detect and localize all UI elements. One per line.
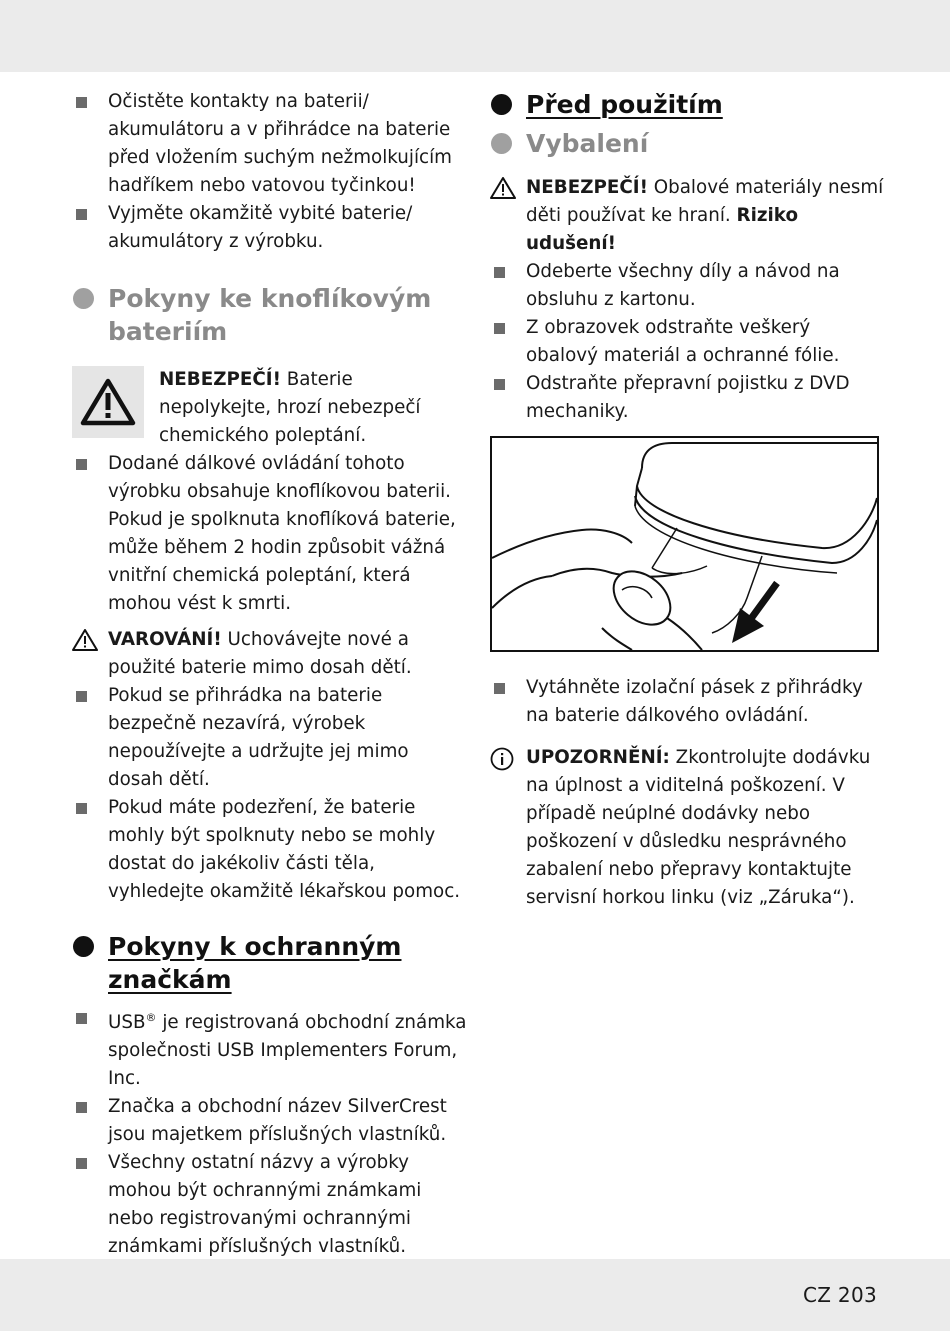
warning-triangle-icon	[72, 366, 144, 438]
warning-text: Uchovávejte nové a použité baterie mimo dosah dětí.	[108, 629, 412, 678]
list-item-text: Pokud se přihrádka na baterie bezpečně nezavírá, výrobek nepoužívejte a udržujte jej mimo dosah dětí.	[108, 685, 409, 790]
heading-text: Před použitím	[526, 90, 723, 119]
notice-block	[490, 744, 885, 912]
section-heading-trademarks	[72, 930, 467, 996]
list-item-text: Značka a obchodní název SilverCrest jsou majetkem příslušných vlastníků.	[108, 1096, 447, 1146]
left-column	[72, 88, 467, 1261]
list-item-text: Odstraňte přepravní pojistku z DVD mechaniky.	[526, 373, 850, 422]
square-bullet-icon	[76, 1158, 87, 1169]
list-item	[72, 682, 467, 794]
square-bullet-icon	[76, 97, 87, 108]
list-item	[490, 674, 885, 730]
list-item-text: Vyjměte okamžitě vybité baterie/ akumulátory z výrobku.	[108, 203, 413, 252]
heading-line: bateriím	[108, 317, 228, 346]
heading-text: Vybalení	[526, 129, 649, 158]
header-band	[0, 0, 950, 72]
warning-note	[72, 626, 467, 682]
square-bullet-icon	[494, 379, 505, 390]
list-item-text: je registrovaná obchodní známka společnosti USB Implementers Forum, Inc.	[108, 1012, 467, 1090]
right-column	[490, 88, 885, 912]
danger-label: NEBEZPEČÍ!	[159, 369, 281, 390]
square-bullet-icon	[76, 1102, 87, 1113]
list-item	[490, 314, 885, 370]
danger-bold-tail: Riziko udušení!	[526, 205, 799, 254]
section-heading-button-batteries	[72, 282, 467, 348]
registered-mark: ®	[145, 1011, 157, 1024]
danger-note	[490, 174, 885, 258]
warning-triangle-icon	[490, 176, 516, 200]
list-item-text: Odeberte všechny díly a návod na obsluhu z kartonu.	[526, 261, 840, 310]
square-bullet-icon	[76, 803, 87, 814]
danger-block	[72, 366, 467, 450]
section-heading-before-use	[490, 88, 885, 121]
page-number: CZ 203	[803, 1283, 877, 1307]
list-item-text: Dodané dálkové ovládání tohoto výrobku obsahuje knoflíkovou baterii. Pokud je spolknuta knoflíková baterie, může během 2 hodin způsobit vážná vnitřní chemická poleptání, která mohou vést k smrti.	[108, 453, 456, 614]
list-item-text: Očistěte kontakty na baterii/ akumulátoru a v přihrádce na baterie před vložením suchým nežmolkujícím hadříkem nebo vatovou tyčinkou!	[108, 91, 452, 196]
square-bullet-icon	[76, 1013, 87, 1024]
list-item-text: Vytáhněte izolační pásek z přihrádky na baterie dálkového ovládání.	[526, 677, 863, 726]
square-bullet-icon	[494, 683, 505, 694]
square-bullet-icon	[76, 691, 87, 702]
list-item-text: USB	[108, 1012, 146, 1034]
square-bullet-icon	[494, 267, 505, 278]
square-bullet-icon	[76, 459, 87, 470]
list-item	[72, 1004, 467, 1093]
list-item	[490, 258, 885, 314]
section-heading-unpacking	[490, 127, 885, 160]
list-item	[490, 370, 885, 426]
square-bullet-icon	[494, 323, 505, 334]
heading-line: Pokyny ke knoflíkovým	[108, 284, 432, 313]
warning-label: VAROVÁNÍ!	[108, 629, 222, 650]
danger-text: Baterie nepolykejte, hrozí nebezpečí chemického poleptání.	[159, 369, 421, 446]
list-item	[72, 450, 467, 618]
circle-bullet-icon	[73, 288, 94, 309]
circle-bullet-icon	[491, 133, 512, 154]
circle-bullet-icon	[491, 94, 512, 115]
figure-remove-battery-tab	[490, 436, 879, 652]
list-item	[72, 88, 467, 200]
list-item	[72, 794, 467, 906]
notice-text: Zkontrolujte dodávku na úplnost a viditelná poškození. V případě neúplné dodávky nebo poškození v důsledku nesprávného zabalení nebo přepravy kontaktujte servisní horkou linku (viz „Záruka“).	[526, 747, 871, 908]
list-item	[72, 1149, 467, 1261]
list-item-text: Všechny ostatní názvy a výrobky mohou být ochrannými známkami nebo registrovanými ochrannými známkami příslušných vlastníků.	[108, 1152, 422, 1258]
list-item-text: Z obrazovek odstraňte veškerý obalový materiál a ochranné fólie.	[526, 317, 840, 366]
list-item	[72, 200, 467, 256]
list-item-text: Pokud máte podezření, že baterie mohly být spolknuty nebo se mohly dostat do jakékoliv části těla, vyhledejte okamžitě lékařskou pomoc.	[108, 797, 461, 902]
danger-label: NEBEZPEČÍ!	[526, 177, 648, 198]
warning-triangle-icon	[72, 628, 98, 652]
notice-label: UPOZORNĚNÍ:	[526, 747, 670, 768]
info-circle-icon	[490, 747, 514, 771]
square-bullet-icon	[76, 209, 87, 220]
circle-bullet-icon	[73, 936, 94, 957]
heading-line: značkám	[108, 965, 232, 994]
heading-line: Pokyny k ochranným	[108, 932, 402, 961]
danger-text: Obalové materiály nesmí děti používat ke hraní.	[526, 177, 884, 226]
remote-pull-tab-illustration	[492, 438, 877, 650]
list-item	[72, 1093, 467, 1149]
